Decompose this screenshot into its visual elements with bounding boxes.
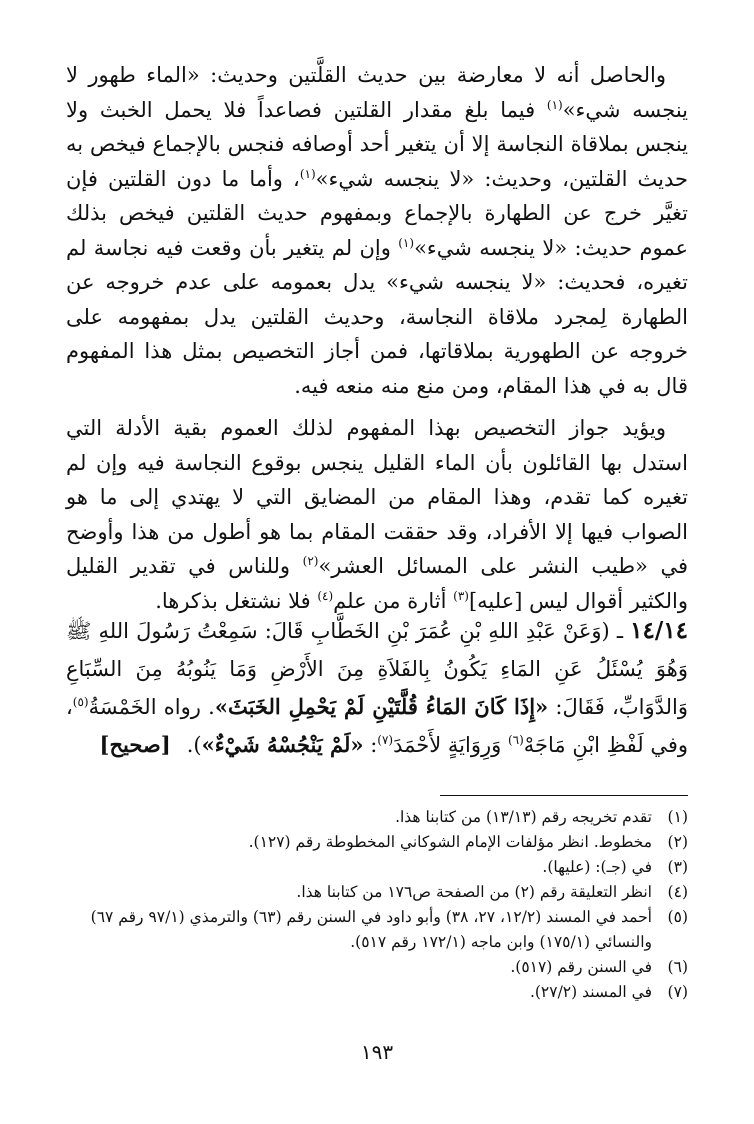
- footnote-number: (٧): [667, 983, 688, 1001]
- footnote-item: [66, 880, 688, 905]
- footnote-number: (٦): [667, 958, 688, 976]
- footnote-ref: (١): [299, 166, 316, 181]
- footnote-ref: (٦): [507, 733, 524, 747]
- paragraph-1: والحاصل أنه لا معارضة بين حديث القلَّتين وحديث: «الماء طهور لا ينجسه شيء»$^{(١)}$ فيما بلغ مقدار القلتين فصاعداً فلا يحمل الخبث ولا ينجس بملاقاة النجاسة إلا أن يتغير أحد أوصافه فنجس بالإجماع فيخص به حديث القلتين، وحديث: «لا ينجسه شيء»$^{(١)}$، وأما ما دون القلتين فإن تغيَّر خرج عن الطهارة بالإجماع وبمفهوم حديث القلتين فيخص بذلك عموم حديث: «لا ينجسه شيء»$^{(١)}$ وإن لم يتغير بأن وقعت فيه نجاسة لم تغيره، فحديث: «لا ينجسه شيء» يدل بعمومه على عدم خروجه عن الطهارة لِمجرد ملاقاة النجاسة، وحديث القلتين يدل بمفهومه على خروجه عن الطهورية بملاقاتها، فمن أجاز التخصيص بمثل هذا المفهوم قال به في هذا المقام، ومن منع منه منعه فيه.: [66, 63, 689, 398]
- footnote-ref: (١): [546, 97, 563, 112]
- footnote-text: مخطوط. انظر مؤلفات الإمام الشوكاني المخطوطة رقم (١٢٧).: [248, 833, 652, 851]
- footnote-divider: [440, 795, 688, 796]
- footnote-number: (١): [667, 808, 688, 826]
- footnote-ref: (٧): [377, 733, 394, 747]
- footnote-ref: (٣): [453, 588, 469, 603]
- footnote-number: (٢): [667, 833, 688, 851]
- footnote-item: [66, 855, 688, 880]
- footnote-item: [66, 905, 688, 955]
- footnote-text: في المسند (٢٧/٢).: [529, 983, 652, 1001]
- main-text: [66, 58, 688, 618]
- footnote-item: [66, 955, 688, 980]
- footnote-text: في (جـ): (عليها).: [542, 858, 652, 876]
- footnote-item: [66, 830, 688, 855]
- footnote-item: [66, 980, 688, 1005]
- hadith-number: ١٤/١٤: [630, 617, 688, 644]
- footnote-number: (٣): [667, 858, 688, 876]
- footnote-ref: (٢): [302, 554, 319, 568]
- footnotes-list: [66, 805, 688, 1005]
- footnote-ref: (٥): [72, 695, 89, 709]
- footnote-text: انظر التعليقة رقم (٢) من الصفحة ص١٧٦ من كتابنا هذا.: [296, 883, 652, 901]
- footnote-item: [66, 805, 688, 830]
- hadith-text: ١٤/١٤ ـ (وَعَنْ عَبْدِ اللهِ بْنِ عُمَرَ بْنِ الخَطَّابِ قَالَ: سَمِعْتُ رَسُولَ اللهِ ﷺ وَهُوَ يُسْئَلُ عَنِ المَاءِ يَكُونُ بِالفَلاَةِ مِنَ الأَرْضِ وَمَا يَنُوبُهُ مِنَ السِّبَاعِ وَالدَّوَابِّ، فَقَالَ: «إِذَا كَانَ المَاءُ قُلَّتَيْنِ لَمْ يَحْمِلِ الخَبَثَ». رواه الخَمْسَةُ$^{(٥)}$، وفي لَفْظِ ابْنِ مَاجَهْ$^{(٦)}$ وَرِوَايَةٍ لأَحْمَدَ$^{(٧)}$: «لَمْ يَنْجُسْهُ شَيْءٌ»).[صحيح]: [66, 617, 688, 757]
- paragraph-2: ويؤيد جواز التخصيص بهذا المفهوم لذلك العموم بقية الأدلة التي استدل بها القائلون بأن الماء القليل ينجس بوقوع النجاسة فيه وإن لم تغيره كما تقدم، وهذا المقام من المضايق التي لا يهتدي إلى ما هو الصواب فيها إلا الأفراد، وقد حققت المقام بما هو أطول من هذا وأوضح في «طيب النشر على المسائل العشر»$^{(٢)}$ وللناس في تقدير القليل والكثير أقوال ليس [عليه]$^{(٣)}$ أثارة من علم$^{(٤)}$ فلا نشتغل بذكرها.: [66, 416, 688, 613]
- hadith-quote: «إِذَا كَانَ المَاءُ قُلَّتَيْنِ لَمْ يَحْمِلِ الخَبَثَ»: [214, 694, 549, 719]
- grade-label: [صحيح]: [99, 732, 171, 757]
- footnote-number: (٥): [667, 908, 688, 926]
- footnote-ref: (٤): [317, 588, 334, 603]
- footnote-number: (٤): [667, 883, 688, 901]
- footnote-text: في السنن رقم (٥١٧).: [510, 958, 652, 976]
- page-number: ١٩٣: [360, 1040, 394, 1064]
- hadith-quote: «لَمْ يَنْجُسْهُ شَيْءٌ»: [201, 732, 364, 757]
- footnote-text: تقدم تخريجه رقم (١٣/١٣) من كتابنا هذا.: [395, 808, 652, 826]
- footnote-ref: (١): [398, 235, 415, 250]
- footnote-text: أحمد في المسند (١٢/٢، ٢٧، ٣٨) وأبو داود في السنن رقم (٦٣) والترمذي (٩٧/١ رقم ٦٧) والنسائي (١٧٥/١) وابن ماجه (١٧٢/١ رقم ٥١٧).: [90, 908, 652, 951]
